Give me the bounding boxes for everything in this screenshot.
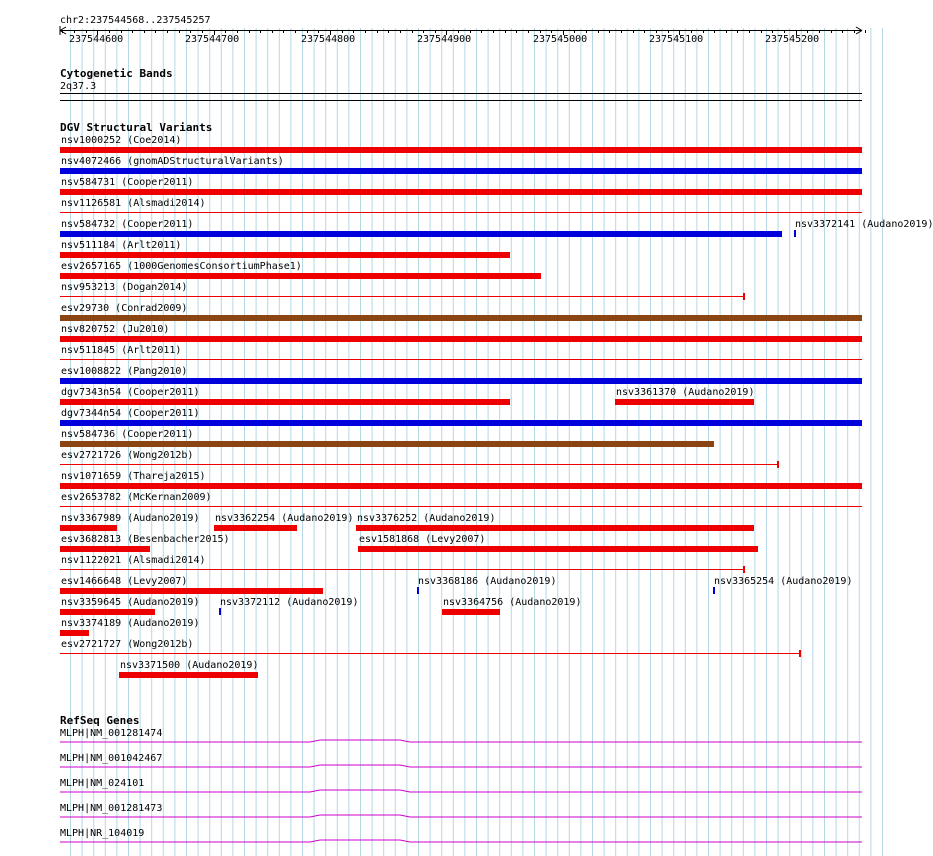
dgv-feature-bar[interactable] <box>60 420 862 426</box>
dgv-feature-bar[interactable] <box>60 212 862 213</box>
dgv-feature-label[interactable]: nsv584736 (Cooper2011) <box>61 429 194 440</box>
dgv-feature-label[interactable]: nsv4072466 (gnomADStructuralVariants) <box>61 156 284 167</box>
tick-label: 237544600 <box>69 34 124 45</box>
dgv-feature-label[interactable]: nsv3372141 (Audano2019) <box>795 219 933 230</box>
tick-label: 237544900 <box>417 34 472 45</box>
tick-label: 237544700 <box>185 34 240 45</box>
dgv-feature-bar[interactable] <box>60 399 510 405</box>
dgv-feature-label[interactable]: esv1008822 (Pang2010) <box>61 366 188 377</box>
dgv-feature-bar[interactable] <box>60 296 744 297</box>
dgv-feature-bar[interactable] <box>358 546 758 552</box>
refseq-gene-intron-line[interactable] <box>60 740 862 742</box>
dgv-feature-label[interactable]: esv2721727 (Wong2012b) <box>61 639 194 650</box>
dgv-feature-label[interactable]: nsv3364756 (Audano2019) <box>443 597 582 608</box>
refseq-gene-label[interactable]: MLPH|NM_001042467 <box>60 753 163 764</box>
dgv-feature-bar[interactable] <box>60 336 862 342</box>
track-title[interactable]: RefSeq Genes <box>60 714 140 727</box>
dgv-feature-label[interactable]: esv3682813 (Besenbacher2015) <box>61 534 230 545</box>
dgv-feature-label[interactable]: dgv7344n54 (Cooper2011) <box>61 408 200 419</box>
location-label: chr2:237544568..237545257 <box>60 15 211 26</box>
dgv-feature-label[interactable]: esv2653782 (McKernan2009) <box>61 492 212 503</box>
dgv-feature-bar[interactable] <box>713 587 715 594</box>
dgv-feature-bar[interactable] <box>794 230 796 237</box>
dgv-feature-bar[interactable] <box>60 441 714 447</box>
dgv-feature-end-cap <box>743 566 745 573</box>
dgv-feature-label[interactable]: esv29730 (Conrad2009) <box>61 303 188 314</box>
dgv-feature-bar[interactable] <box>60 231 782 237</box>
dgv-feature-bar[interactable] <box>60 359 862 360</box>
dgv-feature-label[interactable]: nsv511845 (Arlt2011) <box>61 345 182 356</box>
dgv-feature-label[interactable]: nsv584731 (Cooper2011) <box>61 177 194 188</box>
tick-label: 237545100 <box>649 34 704 45</box>
track-title[interactable]: DGV Structural Variants <box>60 121 213 134</box>
dgv-feature-bar[interactable] <box>60 378 862 384</box>
dgv-feature-label[interactable]: nsv3365254 (Audano2019) <box>714 576 853 587</box>
dgv-feature-bar[interactable] <box>60 588 323 594</box>
dgv-feature-label[interactable]: nsv3361370 (Audano2019) <box>616 387 755 398</box>
dgv-feature-bar[interactable] <box>60 464 778 465</box>
refseq-gene-intron-line[interactable] <box>60 790 862 792</box>
refseq-gene-label[interactable]: MLPH|NR_104019 <box>60 828 145 839</box>
dgv-feature-bar[interactable] <box>60 525 117 531</box>
dgv-feature-label[interactable]: esv2657165 (1000GenomesConsortiumPhase1) <box>61 261 302 272</box>
dgv-feature-label[interactable]: nsv3359645 (Audano2019) <box>61 597 200 608</box>
dgv-feature-bar[interactable] <box>60 506 862 507</box>
dgv-feature-label[interactable]: nsv3368186 (Audano2019) <box>418 576 557 587</box>
dgv-feature-label[interactable]: nsv1126581 (Alsmadi2014) <box>61 198 206 209</box>
dgv-feature-label[interactable]: nsv3371500 (Audano2019) <box>120 660 259 671</box>
band-line-top <box>60 93 862 94</box>
dgv-feature-bar[interactable] <box>60 147 862 153</box>
dgv-feature-label[interactable]: esv2721726 (Wong2012b) <box>61 450 194 461</box>
dgv-feature-bar[interactable] <box>60 569 744 570</box>
dgv-feature-bar[interactable] <box>60 546 150 552</box>
refseq-gene-intron-line[interactable] <box>60 765 862 767</box>
refseq-gene-label[interactable]: MLPH|NM_001281474 <box>60 728 163 739</box>
dgv-feature-label[interactable]: nsv1000252 (Coe2014) <box>61 135 182 146</box>
dgv-feature-label[interactable]: nsv3367989 (Audano2019) <box>61 513 200 524</box>
dgv-feature-bar[interactable] <box>119 672 258 678</box>
band-label[interactable]: 2q37.3 <box>60 81 97 92</box>
dgv-feature-label[interactable]: nsv953213 (Dogan2014) <box>61 282 188 293</box>
dgv-feature-bar[interactable] <box>60 252 510 258</box>
track-title[interactable]: Cytogenetic Bands <box>60 67 173 80</box>
band-line-bottom <box>60 100 862 101</box>
dgv-feature-label[interactable]: nsv584732 (Cooper2011) <box>61 219 194 230</box>
dgv-feature-bar[interactable] <box>615 399 754 405</box>
dgv-feature-label[interactable]: nsv3376252 (Audano2019) <box>357 513 496 524</box>
dgv-feature-bar[interactable] <box>442 609 500 615</box>
dgv-feature-label[interactable]: nsv1071659 (Thareja2015) <box>61 471 206 482</box>
dgv-feature-label[interactable]: nsv3374189 (Audano2019) <box>61 618 200 629</box>
dgv-feature-label[interactable]: esv1466648 (Levy2007) <box>61 576 188 587</box>
tick-label: 237544800 <box>301 34 356 45</box>
dgv-feature-bar[interactable] <box>60 653 800 654</box>
dgv-feature-end-cap <box>777 461 779 468</box>
dgv-feature-bar[interactable] <box>214 525 297 531</box>
dgv-feature-bar[interactable] <box>356 525 754 531</box>
dgv-feature-label[interactable]: nsv511184 (Arlt2011) <box>61 240 182 251</box>
dgv-feature-bar[interactable] <box>60 273 541 279</box>
tick-label: 237545200 <box>765 34 820 45</box>
dgv-feature-bar[interactable] <box>60 315 862 321</box>
dgv-feature-bar[interactable] <box>219 608 221 615</box>
dgv-feature-bar[interactable] <box>417 587 419 594</box>
dgv-feature-bar[interactable] <box>60 189 862 195</box>
dgv-feature-label[interactable]: nsv3362254 (Audano2019) <box>215 513 354 524</box>
refseq-gene-label[interactable]: MLPH|NM_001281473 <box>60 803 163 814</box>
dgv-feature-bar[interactable] <box>60 630 89 636</box>
refseq-gene-intron-line[interactable] <box>60 840 862 842</box>
dgv-feature-label[interactable]: esv1581868 (Levy2007) <box>359 534 486 545</box>
dgv-feature-bar[interactable] <box>60 609 155 615</box>
dgv-feature-label[interactable]: nsv1122021 (Alsmadi2014) <box>61 555 206 566</box>
dgv-feature-label[interactable]: dgv7343n54 (Cooper2011) <box>61 387 200 398</box>
dgv-feature-end-cap <box>799 650 801 657</box>
dgv-feature-bar[interactable] <box>60 483 862 489</box>
dgv-feature-bar[interactable] <box>60 168 862 174</box>
dgv-feature-label[interactable]: nsv820752 (Ju2010) <box>61 324 170 335</box>
dgv-feature-label[interactable]: nsv3372112 (Audano2019) <box>220 597 359 608</box>
tick-label: 237545000 <box>533 34 588 45</box>
refseq-gene-intron-line[interactable] <box>60 815 862 817</box>
refseq-gene-label[interactable]: MLPH|NM_024101 <box>60 778 145 789</box>
dgv-feature-end-cap <box>743 293 745 300</box>
